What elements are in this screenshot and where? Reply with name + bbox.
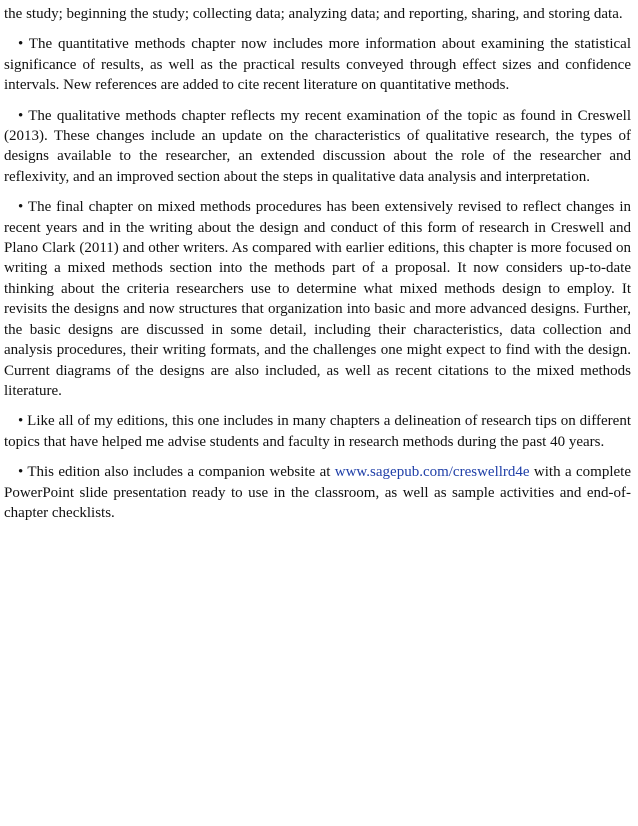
bullet-quantitative-methods: • The quantitative methods chapter now includes more information about examining the statistical significance of results, as well as the practical results conveyed through effect sizes and confidence intervals. New references are added to cite recent literature on quantitative methods. [4,36,631,94]
bullet-qualitative-methods: • The qualitative methods chapter reflects my recent examination of the topic as found in Creswell (2013). These changes include an update on the characteristics of qualitative research, the types of designs available to the researcher, an extended discussion about the role of the researcher and reflexivity, and an improved section about the steps in qualitative data analysis and interpretation. [4,107,631,185]
companion-text-after: with a complete PowerPoint slide presentation ready to use in the classroom, as well as sample activities and end-of-chapter checklists. [4,464,631,521]
bullet-mixed-methods: • The final chapter on mixed methods procedures has been extensively revised to reflect changes in recent years and in the writing about the design and conduct of this form of research in Creswell and Plano Clark (2011) and other writers. As compared with earlier editions, this chapter is more focused on writing a mixed methods section into the methods part of a proposal. It now considers up-to-date thinking about the criteria researchers use to determine what mixed methods design to employ. It revisits the designs and now structures that organization into basic and more advanced designs. Further, the basic designs are discussed in some detail, including their characteristics, data collection and analysis procedures, their writing formats, and the challenges one might expect to find with the design. Current diagrams of the designs are also included, as well as recent citations to the mixed methods literature. [4,199,631,399]
bullet-companion-website [4,462,631,523]
paragraph-continuation: the study; beginning the study; collecting data; analyzing data; and reporting, sharing, and storing data. [4,6,623,22]
companion-text-before: • This edition also includes a companion website at [18,464,335,481]
document-page [4,4,631,533]
companion-website-link[interactable]: www.sagepub.com/creswellrd4e [334,464,530,481]
bullet-research-tips: • Like all of my editions, this one includes in many chapters a delineation of research tips on different topics that have helped me advise students and faculty in research methods during the past 40 years. [4,413,631,450]
